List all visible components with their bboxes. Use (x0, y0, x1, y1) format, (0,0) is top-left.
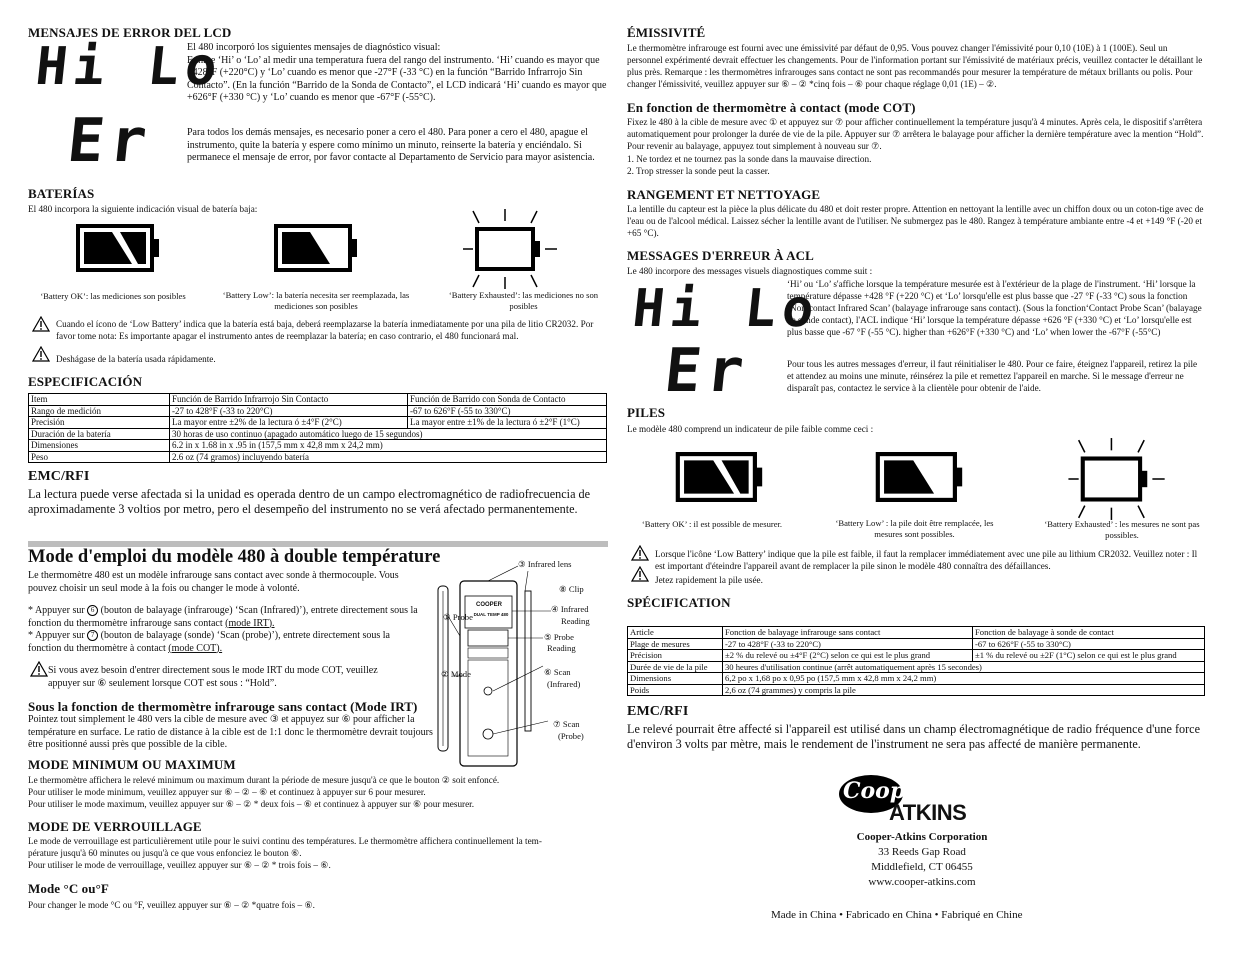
battery-low-icon (274, 224, 359, 277)
battery-low-caption-es: ‘Battery Low’: la batería necesita ser reemplazada, las mediciones son posibles (222, 290, 410, 311)
warning-icon (631, 566, 649, 587)
fr-bullet-1: * Appuyer sur 6 (bouton de balayage (infrarouge) ‘Scan (Infrared)’), entrete directement sous la fonction du thermomètre infrarouge sans contact (mode IRT). (28, 605, 418, 629)
acl-intro: Le 480 incorpore des messages visuels diagnostiques comme suit : (627, 266, 873, 276)
label-scan-infrared-2: (Infrared) (547, 679, 581, 689)
emc-text-fr: Le relevé pourrait être affecté si l'appareil est utilisé dans un champ électromagnétique de radio fréquence d'une force d'environ 3 volts par mètre, mais le rendement de l'instrument ne sera pas affecté de manière permanente. (627, 722, 1200, 751)
lcd-errors-title-es: MENSAJES DE ERROR DEL LCD (28, 25, 232, 40)
battery-exh-caption-es: ‘Battery Exhausted’: las mediciones no son posibles (448, 290, 599, 311)
fr-manual-title: Mode d'emploi du modèle 480 à double température (28, 547, 441, 567)
logo-cooper-text: Cooper (843, 778, 931, 804)
cot-title: En fonction de thermomètre à contact (mode COT) (627, 100, 916, 115)
button-7-icon: 7 (87, 630, 98, 641)
cf-title: Mode °C ou°F (28, 881, 109, 896)
table-row: Precisión La mayor entre ±2% de la lectura ó ±4°F (2°C) La mayor entre ±1% de la lectura ó ±2°F (1°C) (29, 417, 607, 429)
battery-ok-icon (76, 224, 161, 277)
minmax-text: Le thermomètre affichera le relevé minimum ou maximum durant la période de mesure jusqu'à ce que le bouton ② soit enfoncé. Pour utiliser le mode minimum, veuillez appuyer sur ⑥ – ② – ⑥ et continuez à appuyer sur 6 pour mesurer. Pour utiliser le mode maximum, veuillez appuyer sur ⑥ – ② * deux fois – ⑥ et continuez à appuyer sur ⑥ pour mesurer. (28, 775, 500, 809)
label-infrared-reading: ④ Infrared (551, 604, 589, 614)
emc-text-es: La lectura puede verse afectada si la unidad es operada dentro de un campo electromagnético de radiofrecuencia de aproximadamente 3 voltios por metro, pero el desempeño del instrumento no se verá afectado permanentemente. (28, 487, 591, 516)
spec-title-fr: SPÉCIFICATION (627, 595, 731, 610)
label-probe-reading: ⑤ Probe (544, 632, 574, 642)
button-6-icon: 6 (87, 605, 98, 616)
lcd-p1-es: El 480 incorporó los siguientes mensajes de diagnóstico visual: (187, 42, 441, 53)
cot-note-2: 2. Trop stresser la sonde peut la casser. (627, 166, 770, 176)
lcd-hilo-glyph: Hi Lo (32, 37, 226, 97)
label-infrared-reading-2: Reading (561, 616, 590, 626)
storage-text: La lentille du capteur est la pièce la plus délicate du 480 et doit rester propre. Attention en nettoyant la lentille avec un chiffon doux ou un coton-tige avec de l'eau ou de l'alcool médical. Laissez sécher la lentille avant de l'utiliser. Ne submergez pas le 480. Rangez à température ambiante entre -4 et +149 °F (-20 et +65 °C). (627, 204, 1204, 238)
table-row: Poids 2,6 oz (74 grammes) y compris la pile (628, 684, 1205, 696)
cot-note-1: 1. Ne tordez et ne tournez pas la sonde dans la mauvaise direction. (627, 154, 872, 164)
table-row: Peso 2.6 oz (74 gramos) incluyendo batería (29, 451, 607, 463)
lcd-p2-es: Exhibe ‘Hi’ o ‘Lo’ al medir una temperatura fuera del rango del instrumento. ‘Hi’ cuando es mayor que +428°F (+220°C) y ‘Lo’ cuando es menor que -27°F (-33 °C) en la función “Barrido Infrarrojo Sin Contacto”. (En la función “Barrido de la Sonda de Contacto”, el LCD indicará ‘Hi’ cuando es mayor que +626°F (+330 °C) y ‘Lo’ cuando es menor que -67°F (-55°C). (187, 54, 607, 104)
batteries-intro-es: El 480 incorpora la siguiente indicación visual de batería baja: (28, 204, 258, 214)
battery-exh-caption-fr: ‘Battery Exhausted’ : les mesures ne sont pas possibles. (1044, 519, 1200, 540)
acl-p2: Pour tous les autres messages d'erreur, il faut réinitialiser le 480. Pour ce faire, éteignez l'appareil, retirez la pile et attendez au moins une minute, réinsérez la pile et remettez l'appareil en marche. Si le message d'erreur ne disparaît pas, contactez le service à la clientèle pour obtenir de l'aide. (787, 359, 1198, 393)
label-scan-infrared: ⑥ Scan (544, 667, 571, 677)
table-row: Duración de la batería 30 horas de uso continuo (apagado automático luego de 15 segundos) (29, 428, 607, 440)
emc-title-es: EMC/RFI (28, 469, 90, 484)
battery-ok-caption-fr: ‘Battery OK’ : il est possible de mesurer. (641, 519, 783, 529)
cot-text: Fixez le 480 à la cible de mesure avec ① et appuyez sur ⑦ pour afficher continuellement la température jusqu'à 4 minutes. Après cela, le dispositif s'arrêtera automatiquement pour prolonger la durée de vie de la pile. Appuyer sur ⑦ arrêtera le balayage pour afficher la dernière température avec la mention “Hold”. Pour revenir au balayage, appuyez tout simplement à nouveau sur ⑦. (627, 117, 1204, 151)
battery-low-caption-fr: ‘Battery Low’ : la pile doit être remplacée, les mesures sont possibles. (835, 518, 994, 539)
warning-icon (30, 661, 48, 682)
lock-title: MODE DE VERROUILLAGE (28, 819, 202, 834)
warning-text-1-fr: Lorsque l'icône ‘Low Battery’ indique que la pile est faible, il faut la remplacer immédiatement avec une pile au lithium CR2032. Veuillez noter : Il est important d'éteindre l'appareil avant de remplacer la pile sinon le modèle 480 connaîtra des défaillances. (655, 549, 1198, 571)
spec-table-es (28, 393, 607, 463)
emissivity-text: Le thermomètre infrarouge est fourni avec une émissivité par défaut de 0,95. Vous pouvez changer l'émissivité pour 0,10 (10E) à 1 (100E). Seul un personnel expérimenté devrait effectuer les changements. Pour de l'information portant sur l'émissivité de matériaux précis, veuillez contacter le détaillant le plus près. Remarque : les thermomètres infrarouges sans contact ne sont pas recommandés pour mesurer la température de métaux brillants ou polis. Pour changer l'émissivité, veuillez appuyer sur ⑥ – ② *cinq fois – ⑥ pour chaque réglage 0,01 (1E) – ②. (627, 43, 1203, 89)
label-clip: ⑧ Clip (559, 584, 584, 594)
table-row: Rango de medición -27 to 428°F (-33 to 220°C) -67 to 626°F (-55 to 330°C) (29, 405, 607, 417)
fr-note: Si vous avez besoin d'entrer directement sous le mode IRT du mode COT, veuillez appuyer sur ⑥ seulement lorsque COT est sous : “Hold”. (48, 665, 378, 689)
emc-title-fr: EMC/RFI (627, 704, 689, 719)
lcd-er-glyph-fr: Er (661, 336, 753, 406)
lcd-p3-es: Para todos los demás mensajes, es necesario poner a cero el 480. Para poner a cero el 480, apague el instrumento, quite la batería y espere como mínimo un minuto, reinserte la batería y enciéndalo. Si permanece el mensaje de error, por favor contacte al Departamento de Servicio para mayor asistencia. (187, 127, 595, 164)
label-scan-probe: ⑦ Scan (553, 719, 580, 729)
cf-text: Pour changer le mode °C ou °F, veuillez appuyer sur ⑥ – ② *quatre fois – ⑥. (28, 900, 315, 910)
acl-p1: ‘Hi’ ou ‘Lo’ s'affiche lorsque la température mesurée est à l'extérieur de la plage de l'instrument. ‘Hi’ lorsque la température dépasse +428 °F (+220 °C) et ‘Lo’ lorsqu'elle est plus basse que -27 °F (-33 °C) sous la fonction ‘Non-contact Infrared Scan’ (balayage infrarouge sans contact). (Sous la fonction‘Contact Probe Scan’ (balayage de sonde contact), l'ACL indique ‘Hi’ lorsque la température dépasse +626 °F (+330 °C) et ‘Lo’ lorsqu'elle est plus basse que -67 °F (-55 °C). higher than +626°F (+330 °C) and ‘Lo’ when lower the -67°F (-55°C) (787, 279, 1202, 337)
lcd-hilo-glyph-fr: Hi Lo (629, 279, 823, 339)
piles-title: PILES (627, 405, 666, 420)
cooper-atkins-logo (837, 772, 997, 828)
device-model-label: DUAL TEMP 480 (473, 612, 509, 617)
warning-icon (631, 545, 649, 566)
lcd-er-glyph: Er (64, 106, 156, 176)
company-address (817, 830, 1027, 890)
table-row: Dimensiones 6.2 in x 1.68 in x .95 in (157,5 mm x 42,8 mm x 24,2 mm) (29, 440, 607, 452)
lcd-desc-es (187, 42, 607, 105)
irt-title: Sous la fonction de thermomètre infrarouge sans contact (Mode IRT) (28, 699, 418, 714)
battery-exhausted-icon (1057, 436, 1172, 527)
fr-bullet-2: * Appuyer sur 7 (bouton de balayage (sonde) ‘Scan (probe)’), entrete directement sous la fonction du thermomètre à contact (mode COT). (28, 630, 390, 654)
emissivity-title: ÉMISSIVITÉ (627, 25, 706, 40)
battery-low-icon (875, 452, 965, 507)
table-row: Précision ±2 % du relevé ou ±4°F (2°C) selon ce qui est le plus grand ±1 % du relevé ou ±2F (1°C) selon ce qui est le plus grand (628, 650, 1205, 662)
company-name: Cooper-Atkins Corporation (856, 831, 988, 843)
lock-text: Le mode de verrouillage est particulièrement utile pour le suivi continu des températures. Le thermomètre affichera continuellement la tem- pérature jusqu'à 60 minutes ou jusqu'à ce que vous enfonciez le bouton ⑥. Pour utiliser le mode de verrouillage, veuillez appuyer sur ⑥ – ② * trois fois – ⑥. (28, 836, 542, 870)
battery-exhausted-icon (453, 207, 563, 296)
irt-text: Pointez tout simplement le 480 vers la cible de mesure avec ③ et appuyez sur ⑥ pour afficher la température en surface. Le ratio de distance à la cible est de 1:1 donc le thermomètre devrait toujours être positionné aussi près que possible de la cible. (28, 714, 433, 751)
battery-ok-caption-es: ‘Battery OK’: las mediciones son posibles (40, 291, 186, 301)
table-row: Article Fonction de balayage infrarouge sans contact Fonction de balayage à sonde de contact (628, 627, 1205, 639)
storage-title: RANGEMENT ET NETTOYAGE (627, 187, 821, 202)
warning-text-2-es: Deshágase de la batería usada rápidamente. (56, 354, 216, 364)
label-probe-reading-2: Reading (547, 643, 576, 653)
device-brand-label: COOPER (476, 602, 503, 608)
made-in-footer: Made in China • Fabricado en China • Fabriqué en Chine (771, 909, 1023, 921)
table-row: Item Función de Barrido Infrarrojo Sin Contacto Función de Barrido con Sonda de Contacto (29, 394, 607, 406)
warning-text-1-es: Cuando el ícono de ‘Low Battery’ indica que la batería está baja, deberá reemplazarse la batería inmediatamente por una pila de litio CR2032. Por favor tome nota: Es importante apagar el instrumento antes de reemplazar la batería; en caso contrario, el 480 funcionará mal. (56, 319, 594, 341)
label-mode: ② Mode (441, 669, 471, 679)
batteries-title-es: BATERÍAS (28, 186, 95, 201)
warning-icon (32, 346, 50, 367)
device-diagram (413, 556, 613, 768)
minmax-title: MODE MINIMUM OU MAXIMUM (28, 757, 236, 772)
acl-title: MESSAGES D'ERREUR À ACL (627, 248, 814, 263)
spec-table-fr (627, 626, 1205, 696)
logo-atkins-text: ATKINS (889, 800, 967, 825)
warning-text-2-fr: Jetez rapidement la pile usée. (655, 575, 763, 585)
warning-icon (32, 316, 50, 337)
label-scan-probe-2: (Probe) (558, 731, 584, 741)
battery-ok-icon (675, 452, 765, 507)
piles-intro: Le modèle 480 comprend un indicateur de pile faible comme ceci : (627, 424, 874, 434)
fr-intro: Le thermomètre 480 est un modèle infrarouge sans contact avec sonde à thermocouple. Vous pouvez choisir un seul mode à la fois ou changer le mode à volonté. (28, 570, 399, 594)
address-line-1: 33 Reeds Gap Road (878, 846, 966, 858)
label-probe: ① Probe (443, 612, 473, 622)
spec-title-es: ESPECIFICACIÓN (28, 374, 143, 389)
address-line-2: Middlefield, CT 06455 (871, 861, 973, 873)
table-row: Plage de mesures -27 to 428°F (-33 to 220°C) -67 to 626°F (-55 to 330°C) (628, 638, 1205, 650)
table-row: Dimensions 6,2 po x 1,68 po x 0,95 po (157,5 mm x 42,8 mm x 24,2 mm) (628, 673, 1205, 685)
company-website[interactable]: www.cooper-atkins.com (868, 876, 976, 888)
label-infrared-lens: ③ Infrared lens (518, 559, 572, 569)
table-row: Durée de vie de la pile 30 heures d'utilisation continue (arrêt automatiquement après 15 secondes) (628, 661, 1205, 673)
